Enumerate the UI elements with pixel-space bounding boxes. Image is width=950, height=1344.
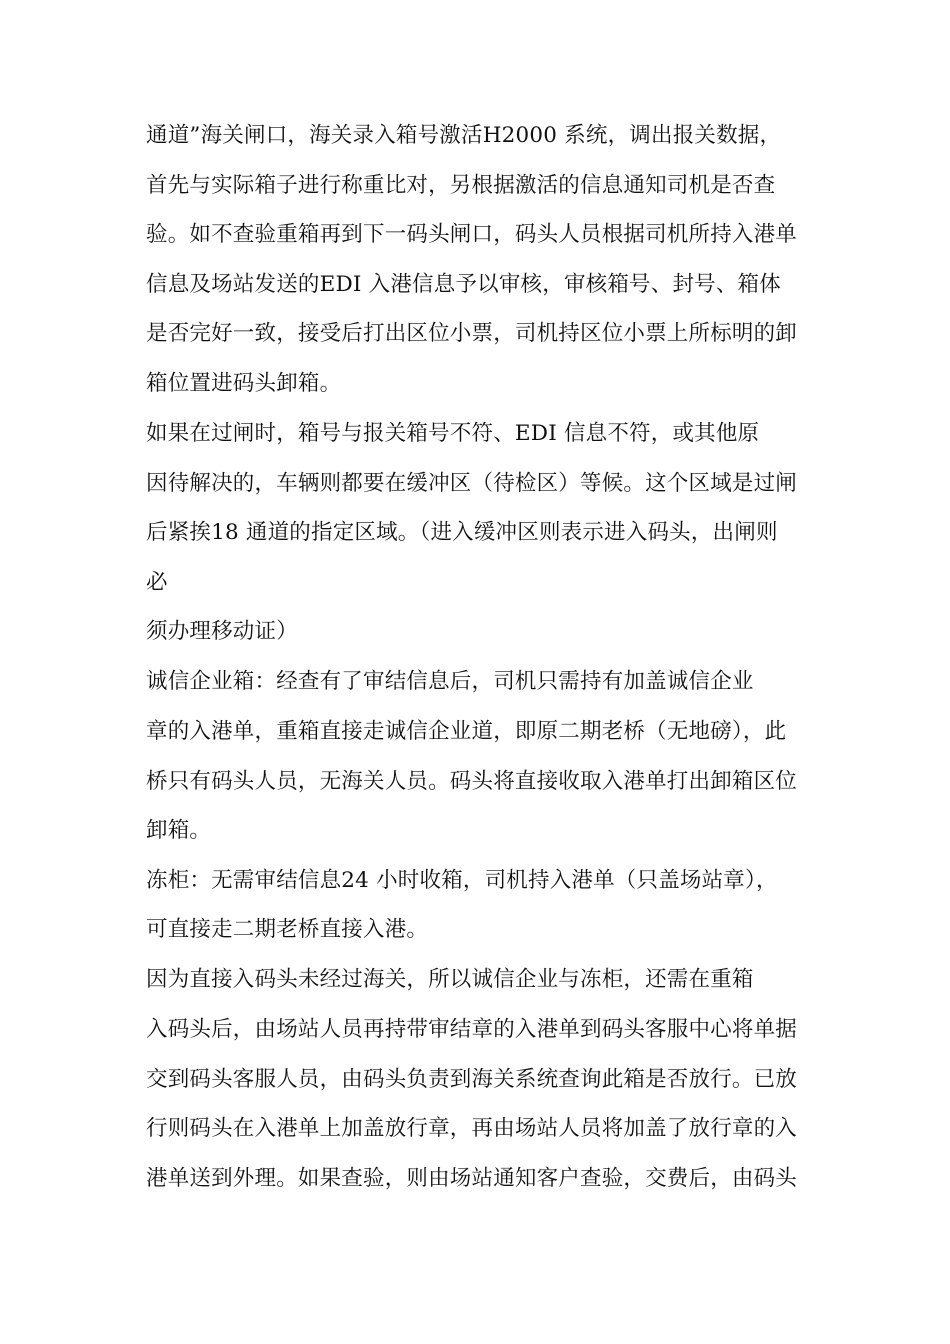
text-line: 章的入港单，重箱直接走诚信企业道，即原二期老桥（无地磅），此 — [146, 719, 787, 744]
text-line: 是否完好一致，接受后打出区位小票，司机持区位小票上所标明的卸 — [146, 321, 798, 346]
text-line: 可直接走二期老桥直接入港。 — [146, 917, 429, 942]
text-line: 信息及场站发送的EDI 入港信息予以审核，审核箱号、封号、箱体 — [146, 272, 781, 297]
text-line: 交到码头客服人员，由码头负责到海关系统查询此箱是否放行。已放 — [146, 1067, 798, 1092]
text-line: 因为直接入码头未经过海关，所以诚信企业与冻柜，还需在重箱 — [146, 967, 754, 992]
text-line: 冻柜：无需审结信息24 小时收箱，司机持入港单（只盖场站章）， — [146, 868, 778, 893]
text-line: 行则码头在入港单上加盖放行章，再由场站人员将加盖了放行章的入 — [146, 1116, 798, 1141]
text-line: 必 — [146, 570, 168, 595]
text-line: 后紧挨18 通道的指定区域。（进入缓冲区则表示进入码头，出闸则 — [146, 520, 778, 545]
text-line: 首先与实际箱子进行称重比对，另根据激活的信息通知司机是否查 — [146, 173, 776, 198]
text-line: 箱位置进码头卸箱。 — [146, 371, 342, 396]
text-line: 入码头后，由场站人员再持带审结章的入港单到码头客服中心将单据 — [146, 1017, 798, 1042]
text-line: 因待解决的，车辆则都要在缓冲区（待检区）等候。这个区域是过闸 — [146, 471, 798, 496]
text-line: 通道”海关闸口，海关录入箱号激活H2000 系统，调出报关数据， — [146, 123, 782, 148]
text-line: 如果在过闸时，箱号与报关箱号不符、EDI 信息不符，或其他原 — [146, 421, 760, 446]
text-line: 须办理移动证） — [146, 619, 298, 644]
text-line: 诚信企业箱：经查有了审结信息后，司机只需持有加盖诚信企业 — [146, 669, 754, 694]
text-line: 港单送到外理。如果查验，则由场站通知客户查验，交费后，由码头 — [146, 1166, 798, 1191]
text-line: 桥只有码头人员，无海关人员。码头将直接收取入港单打出卸箱区位 — [146, 769, 798, 794]
text-line: 卸箱。 — [146, 818, 212, 843]
text-line: 验。如不查验重箱再到下一码头闸口，码头人员根据司机所持入港单 — [146, 222, 798, 247]
